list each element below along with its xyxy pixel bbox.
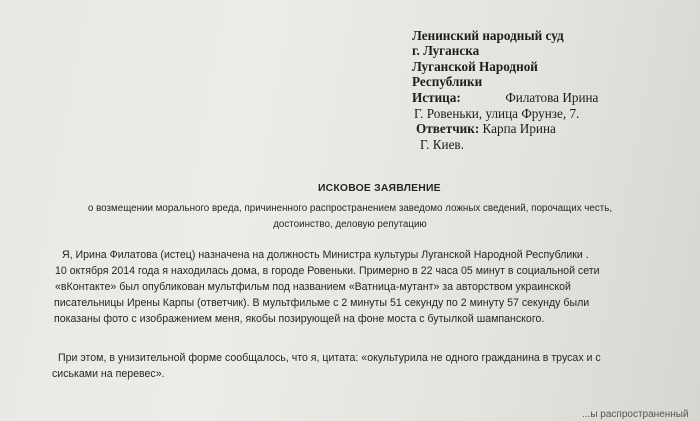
plaintiff-line <box>412 90 598 106</box>
body-line-2: 10 октября 2014 года я находилась дома, в городе Ровеньки. Примерно в 22 часа 05 минут в социальной сети <box>55 265 600 277</box>
defendant-line <box>416 121 556 137</box>
defendant-city: Г. Киев. <box>420 137 464 152</box>
court-line-1: Ленинский народный суд <box>412 28 564 43</box>
addressee-block <box>412 28 564 90</box>
defendant-label: Ответчик: <box>416 121 480 136</box>
document-subtitle-line-1: о возмещении морального вреда, причиненного распространением заведомо ложных сведений, порочащих честь, <box>87 203 613 214</box>
court-line-4: Республики <box>412 74 483 90</box>
document-subtitle-line-2: достоинство, деловую репутацию <box>273 219 427 230</box>
body-line-3: «вКонтакте» был опубликован мультфильм под названием «Ватница-мутант» за авторством украинской <box>55 281 571 293</box>
court-line-3: Луганской Народной <box>412 58 538 74</box>
body-line-7: сиськами на перевес». <box>52 368 165 380</box>
court-line-2: г. Луганска <box>412 43 480 59</box>
plaintiff-name: Филатова Ирина <box>505 90 599 105</box>
body-line-4: писательницы Ирены Карпы (ответчик). В мультфильме с 2 минуты 51 секунду по 2 минуту 57 секунду были <box>54 297 590 309</box>
plaintiff-address: Г. Ровеньки, улица Фрунзе, 7. <box>414 106 580 121</box>
cut-off-line: ...ы распространенный <box>582 409 689 420</box>
body-line-5: показаны фото с изображением меня, якобы позирующей на фоне моста с бутылкой шампанского. <box>54 313 545 325</box>
defendant-name: Карпа Ирина <box>482 121 556 136</box>
plaintiff-label: Истица: <box>412 90 461 105</box>
body-line-6: При этом, в унизительной форме сообщалось, что я, цитата: «окультурила не одного гражданина в трусах и с <box>58 352 601 364</box>
document-title: ИСКОВОЕ ЗАЯВЛЕНИЕ <box>318 183 441 194</box>
body-line-1: Я, Ирина Филатова (истец) назначена на должность Министра культуры Луганской Народной Республики . <box>62 249 589 261</box>
